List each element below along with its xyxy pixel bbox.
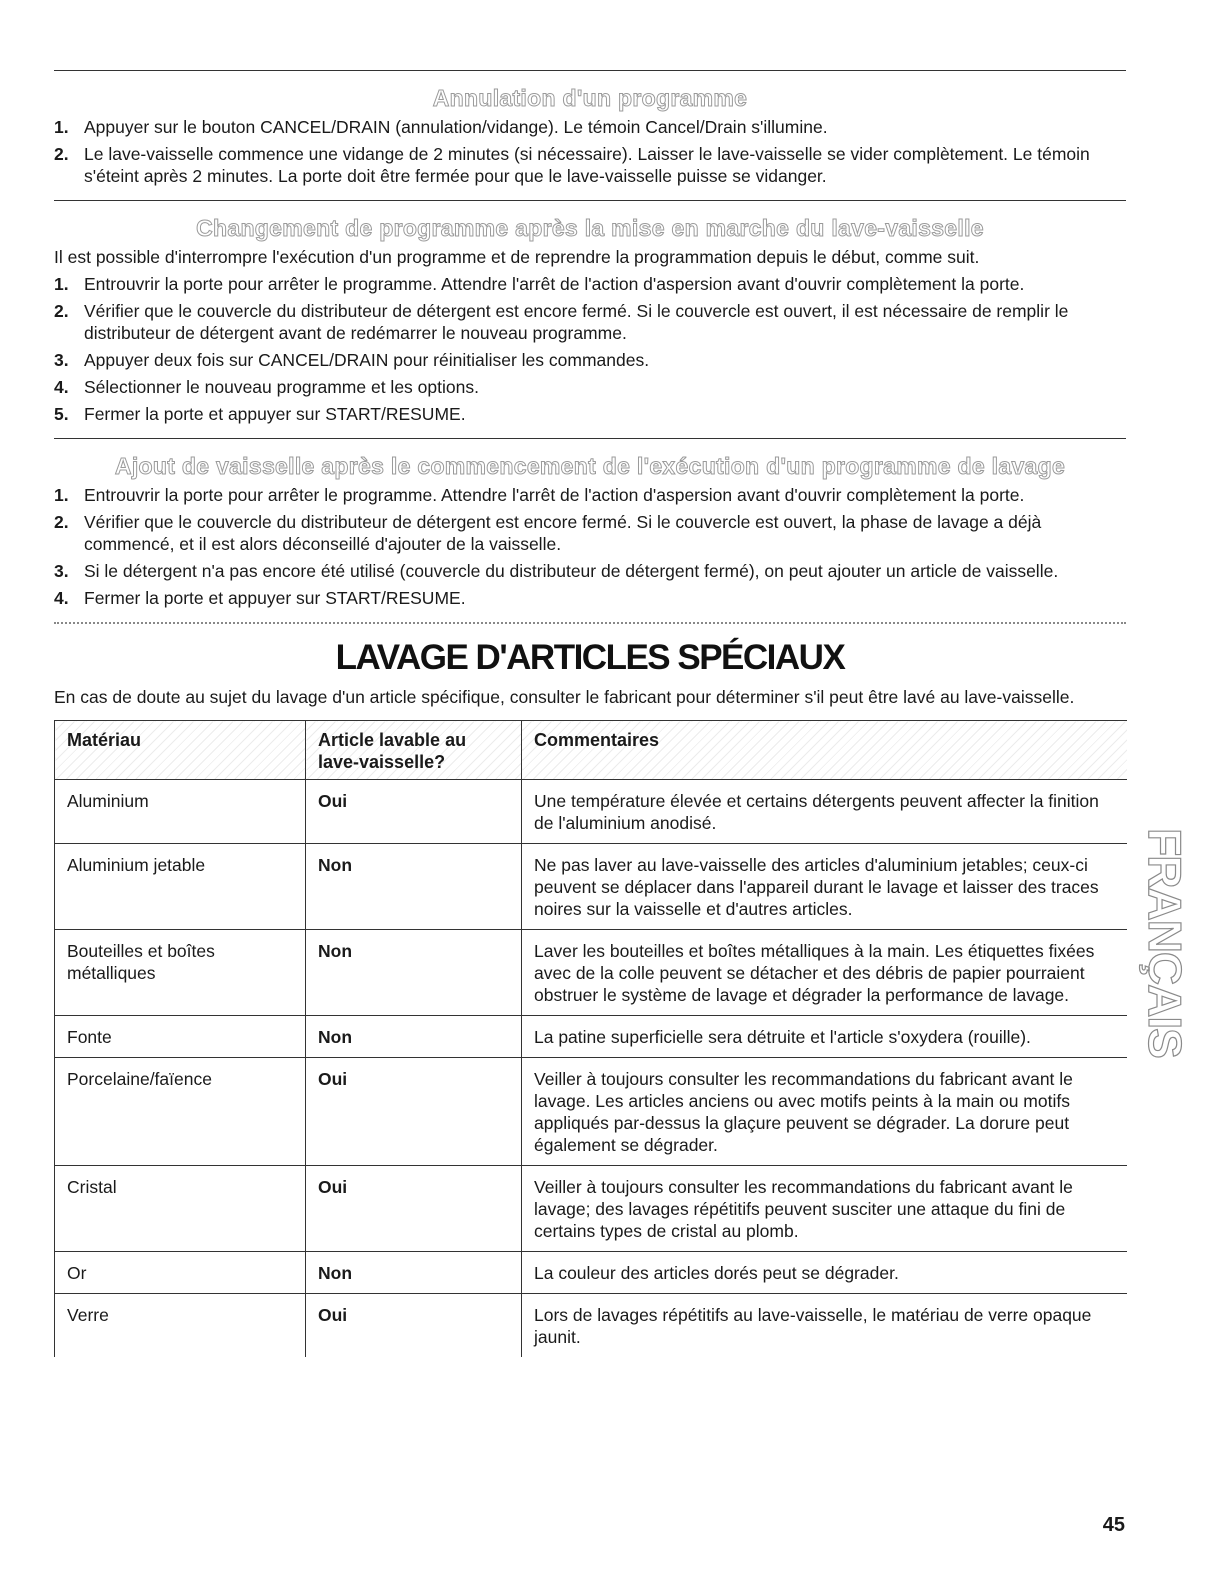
special-items-table <box>54 720 1127 1357</box>
cell-material: Aluminium <box>55 780 306 844</box>
step-item <box>54 403 1126 425</box>
table-row <box>55 1294 1127 1358</box>
step-number: 2. <box>54 301 69 321</box>
step-number: 4. <box>54 377 69 397</box>
step-number: 1. <box>54 117 69 137</box>
table-body <box>55 780 1127 1358</box>
cell-comments: Une température élevée et certains détergents peuvent affecter la finition de l'aluminium anodisé. <box>522 780 1127 844</box>
cell-material: Verre <box>55 1294 306 1358</box>
side-language-text: FRANÇAIS <box>1139 828 1192 1058</box>
step-text: Vérifier que le couvercle du distributeur de détergent est encore fermé. Si le couvercle est ouvert, la phase de lavage a déjà commencé, et il est alors déconseillé d'ajouter de la vaisselle. <box>84 512 1042 554</box>
cell-dishwasher-safe: Oui <box>306 780 522 844</box>
cell-dishwasher-safe: Non <box>306 1252 522 1294</box>
step-number: 2. <box>54 144 69 164</box>
step-number: 4. <box>54 588 69 608</box>
page-number: 45 <box>1102 1514 1125 1536</box>
step-item <box>54 143 1126 187</box>
cell-material: Or <box>55 1252 306 1294</box>
cell-comments: Veiller à toujours consulter les recommandations du fabricant avant le lavage. Les articles anciens ou avec motifs peints à la main ou motifs appliqués par-dessus la glaçure peuvent se dégrader. La dorure peut également se dégrader. <box>522 1058 1127 1166</box>
step-number: 1. <box>54 485 69 505</box>
table-row <box>55 844 1127 930</box>
table-header-row <box>55 721 1127 780</box>
step-text: Si le détergent n'a pas encore été utilisé (couvercle du distributeur de détergent fermé), on peut ajouter un article de vaisselle. <box>84 561 1059 581</box>
table-row <box>55 1166 1127 1252</box>
step-item <box>54 484 1126 506</box>
side-language-label <box>1140 818 1190 1068</box>
step-list <box>54 116 1126 187</box>
cell-dishwasher-safe: Oui <box>306 1058 522 1166</box>
header-material: Matériau <box>55 721 306 780</box>
instruction-section <box>54 453 1126 622</box>
step-item <box>54 511 1126 555</box>
main-title: LAVAGE D'ARTICLES SPÉCIAUX <box>335 638 845 677</box>
step-text: Vérifier que le couvercle du distributeur de détergent est encore fermé. Si le couvercle est ouvert, il est nécessaire de remplir le distributeur de détergent avant de redémarrer le nouveau programme. <box>84 301 1069 343</box>
step-list <box>54 484 1126 609</box>
step-number: 5. <box>54 404 69 424</box>
section-title: Changement de programme après la mise en marche du lave-vaisselle <box>196 215 984 241</box>
step-number: 1. <box>54 274 69 294</box>
cell-material: Fonte <box>55 1016 306 1058</box>
section-title: Ajout de vaisselle après le commencement de l'exécution d'un programme de lavage <box>114 453 1066 479</box>
step-item <box>54 116 1126 138</box>
step-text: Entrouvrir la porte pour arrêter le programme. Attendre l'arrêt de l'action d'aspersion avant d'ouvrir complètement la porte. <box>84 274 1025 294</box>
instruction-section <box>54 85 1126 200</box>
cell-dishwasher-safe: Oui <box>306 1294 522 1358</box>
step-number: 3. <box>54 561 69 581</box>
step-text: Fermer la porte et appuyer sur START/RESUME. <box>84 404 466 424</box>
step-text: Appuyer deux fois sur CANCEL/DRAIN pour réinitialiser les commandes. <box>84 350 650 370</box>
header-comments: Commentaires <box>522 721 1127 780</box>
cell-comments: Ne pas laver au lave-vaisselle des articles d'aluminium jetables; ceux-ci peuvent se déplacer dans l'appareil durant le lavage et laisser des traces noires sur la vaisselle et d'autres articles. <box>522 844 1127 930</box>
page-content <box>54 70 1126 1357</box>
step-item <box>54 587 1126 609</box>
section-divider <box>54 200 1126 201</box>
step-item <box>54 300 1126 344</box>
step-number: 3. <box>54 350 69 370</box>
dotted-divider <box>54 622 1126 624</box>
step-text: Fermer la porte et appuyer sur START/RESUME. <box>84 588 466 608</box>
step-text: Entrouvrir la porte pour arrêter le programme. Attendre l'arrêt de l'action d'aspersion avant d'ouvrir complètement la porte. <box>84 485 1025 505</box>
cell-dishwasher-safe: Non <box>306 930 522 1016</box>
cell-dishwasher-safe: Non <box>306 844 522 930</box>
table-row <box>55 1058 1127 1166</box>
cell-comments: Lors de lavages répétitifs au lave-vaisselle, le matériau de verre opaque jaunit. <box>522 1294 1127 1358</box>
header-dishwasher-safe: Article lavable au lave-vaisselle? <box>306 721 522 780</box>
cell-dishwasher-safe: Non <box>306 1016 522 1058</box>
step-list <box>54 273 1126 425</box>
instruction-sections <box>54 70 1126 622</box>
step-text: Sélectionner le nouveau programme et les options. <box>84 377 479 397</box>
cell-material: Bouteilles et boîtes métalliques <box>55 930 306 1016</box>
table-row <box>55 780 1127 844</box>
cell-comments: Veiller à toujours consulter les recommandations du fabricant avant le lavage; des lavages répétitifs peuvent susciter une attaque du fini de certains types de cristal au plomb. <box>522 1166 1127 1252</box>
cell-dishwasher-safe: Oui <box>306 1166 522 1252</box>
step-number: 2. <box>54 512 69 532</box>
cell-comments: Laver les bouteilles et boîtes métalliques à la main. Les étiquettes fixées avec de la colle peuvent se détacher et des débris de papier pourraient obstruer le système de lavage et dégrader la performance de lavage. <box>522 930 1127 1016</box>
section-title: Annulation d'un programme <box>432 85 748 111</box>
step-item <box>54 560 1126 582</box>
section-intro: Il est possible d'interrompre l'exécution d'un programme et de reprendre la programmation depuis le début, comme suit. <box>54 247 980 267</box>
section-divider <box>54 70 1126 71</box>
table-row <box>55 930 1127 1016</box>
main-intro: En cas de doute au sujet du lavage d'un article spécifique, consulter le fabricant pour déterminer s'il peut être lavé au lave-vaisselle. <box>54 687 1075 707</box>
table-row <box>55 1016 1127 1058</box>
table-row <box>55 1252 1127 1294</box>
cell-material: Aluminium jetable <box>55 844 306 930</box>
step-item <box>54 349 1126 371</box>
step-item <box>54 376 1126 398</box>
cell-material: Porcelaine/faïence <box>55 1058 306 1166</box>
cell-material: Cristal <box>55 1166 306 1252</box>
step-text: Le lave-vaisselle commence une vidange de 2 minutes (si nécessaire). Laisser le lave-vaisselle se vider complètement. Le témoin s'éteint après 2 minutes. La porte doit être fermée pour que le lave-vaisselle puisse se vidanger. <box>84 144 1090 186</box>
cell-comments: La patine superficielle sera détruite et l'article s'oxydera (rouille). <box>522 1016 1127 1058</box>
instruction-section <box>54 215 1126 438</box>
section-divider <box>54 438 1126 439</box>
step-text: Appuyer sur le bouton CANCEL/DRAIN (annulation/vidange). Le témoin Cancel/Drain s'illumine. <box>84 117 828 137</box>
cell-comments: La couleur des articles dorés peut se dégrader. <box>522 1252 1127 1294</box>
step-item <box>54 273 1126 295</box>
